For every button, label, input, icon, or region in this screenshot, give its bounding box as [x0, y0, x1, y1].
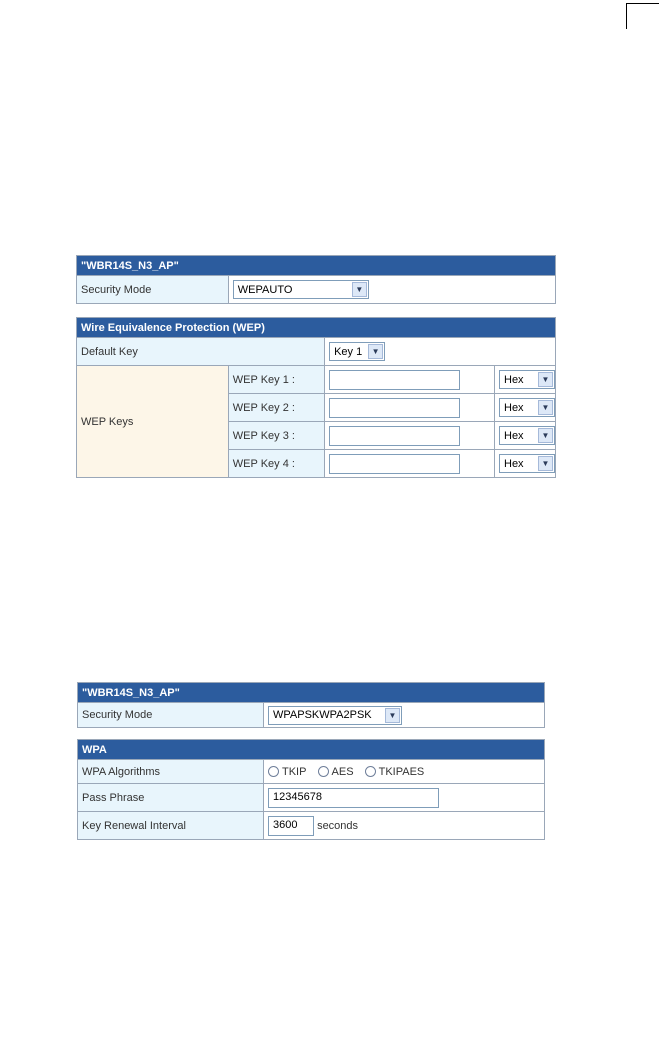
wpa-header: WPA [78, 740, 545, 760]
radio-tkipaes-label: TKIPAES [378, 765, 425, 778]
pass-phrase-input[interactable]: 12345678 [268, 788, 439, 808]
wep-key-1-format-value: Hex [504, 373, 524, 386]
chevron-down-icon: ▼ [538, 400, 553, 415]
security-mode-label: Security Mode [77, 276, 229, 304]
radio-option-tkipaes[interactable] [365, 766, 425, 778]
radio-option-tkip[interactable] [268, 766, 306, 778]
chevron-down-icon: ▼ [538, 372, 553, 387]
wep-key-4-input[interactable] [329, 454, 460, 474]
wep-key-1-input[interactable] [329, 370, 460, 390]
wep-keys-group-label: WEP Keys [77, 366, 229, 478]
security-mode-select[interactable] [233, 280, 369, 299]
radio-tkip-label: TKIP [282, 765, 307, 778]
wep-key-4-format-value: Hex [504, 457, 524, 470]
chevron-down-icon: ▼ [385, 708, 400, 723]
wpa-algorithms-label: WPA Algorithms [78, 760, 264, 784]
security-mode-label-2: Security Mode [78, 703, 264, 728]
radio-tkip[interactable] [268, 766, 279, 777]
chevron-down-icon: ▼ [368, 344, 383, 359]
key-renewal-input[interactable]: 3600 [268, 816, 314, 836]
chevron-down-icon: ▼ [352, 282, 367, 297]
wep-key-2-label: WEP Key 2 : [228, 394, 324, 422]
security-mode-select-2[interactable] [268, 706, 402, 725]
security-mode-value-2: WPAPSKWPA2PSK [273, 709, 372, 721]
wep-key-1-format-select[interactable] [499, 370, 555, 389]
wep-header: Wire Equivalence Protection (WEP) [77, 318, 556, 338]
radio-option-aes[interactable] [318, 766, 354, 778]
wep-key-4-label: WEP Key 4 : [228, 450, 324, 478]
pass-phrase-label: Pass Phrase [78, 784, 264, 812]
ap-name-header: "WBR14S_N3_AP" [77, 256, 556, 276]
wep-key-2-format-value: Hex [504, 401, 524, 414]
wep-config-panel [76, 255, 556, 478]
ap-name-header-2: "WBR14S_N3_AP" [78, 683, 545, 703]
wep-key-2-format-select[interactable] [499, 398, 555, 417]
default-key-select[interactable] [329, 342, 385, 361]
wep-key-3-format-value: Hex [504, 429, 524, 442]
default-key-label: Default Key [77, 338, 325, 366]
wep-key-1-label: WEP Key 1 : [228, 366, 324, 394]
radio-aes-label: AES [331, 765, 354, 778]
wpa-algorithms-group [264, 760, 545, 784]
radio-tkipaes[interactable] [365, 766, 376, 777]
chevron-down-icon: ▼ [538, 456, 553, 471]
key-renewal-unit: seconds [317, 819, 359, 832]
wpa-config-panel [77, 682, 545, 840]
wep-key-3-input[interactable] [329, 426, 460, 446]
wep-key-3-label: WEP Key 3 : [228, 422, 324, 450]
security-mode-value: WEPAUTO [237, 283, 293, 296]
page-corner-mark [626, 3, 659, 29]
chevron-down-icon: ▼ [538, 428, 553, 443]
default-key-value: Key 1 [334, 345, 363, 358]
key-renewal-label: Key Renewal Interval [78, 812, 264, 840]
wep-key-2-input[interactable] [329, 398, 460, 418]
radio-aes[interactable] [318, 766, 329, 777]
wep-key-3-format-select[interactable] [499, 426, 555, 445]
wep-key-4-format-select[interactable] [499, 454, 555, 473]
